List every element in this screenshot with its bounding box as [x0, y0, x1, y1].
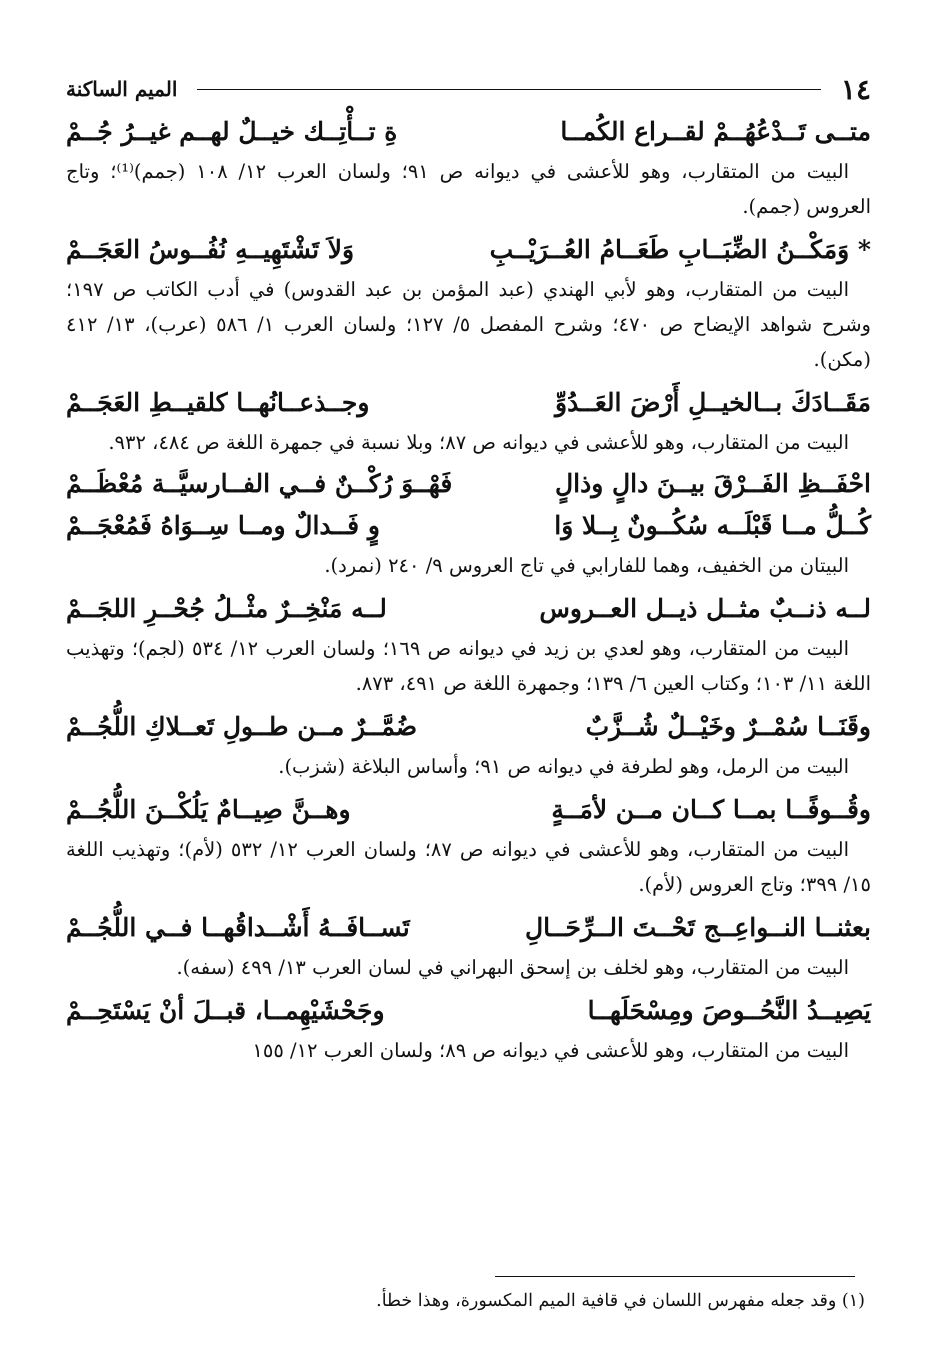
- verse-second-hemistich: فَهْــوَ رُكْــنٌ فــي الفــارسيَّــة مُعْظَــمْ: [66, 469, 453, 498]
- verse-second-hemistich: ضُمَّــرٌ مــن طــولِ تَعــلاكِ اللُّجُــمْ: [66, 712, 418, 741]
- verse-line: [66, 383, 871, 423]
- entry: [66, 112, 871, 224]
- header-rule: [197, 89, 821, 90]
- verse-line: [66, 707, 871, 747]
- verse-line: [66, 790, 871, 830]
- footnote: (١) وقد جعله مفهرس اللسان في قافية الميم المكسورة، وهذا خطأ.: [376, 1291, 865, 1311]
- verse-second-hemistich: وٍ فَــدالٌ ومــا سِــوَاهُ فَمُعْجَــمْ: [66, 511, 380, 540]
- entry: [66, 230, 871, 377]
- footnote-rule: [495, 1276, 855, 1277]
- verse-line: [66, 230, 871, 270]
- verse-first-hemistich: بعثنــا النــواعِــج تَحْــتَ الــرِّحَــالِ: [525, 913, 871, 942]
- verse-note: البيتان من الخفيف، وهما للفارابي في تاج العروس ٩/ ٢٤٠ (نمرد).: [324, 554, 849, 577]
- entry: [66, 790, 871, 902]
- entry: [66, 991, 871, 1068]
- verse-second-hemistich: وجَحْشَيْهِمــا، قبــلَ أنْ يَسْتَحِــمْ: [66, 996, 385, 1025]
- entry: [66, 589, 871, 701]
- running-title: الميم الساكنة: [66, 77, 178, 101]
- entry: [66, 908, 871, 985]
- verse-first-hemistich: احْفَــظِ الفَــرْقَ بيــنَ دالٍ وذالٍ: [554, 469, 871, 498]
- verse-second-hemistich: ةِ تــأْتِــك خيــلٌ لهــم غيــرُ جُــمْ: [66, 117, 398, 146]
- page-number: ١٤: [840, 72, 871, 106]
- verse-line: [66, 991, 871, 1031]
- verse-second-hemistich: وَلاَ تَشْتَهِيــهِ نُفُــوسُ العَجَــمْ: [66, 235, 355, 264]
- verse-note: البيت من المتقارب، وهو لعدي بن زيد في ديوانه ص ١٦٩؛ ولسان العرب ١٢/ ٥٣٤ (لجم)؛ وتهذيب اللغة ١١/ ١٠٣؛ وكتاب العين ٦/ ١٣٩؛ وجمهرة اللغة ص ٤٩١، ٨٧٣.: [66, 637, 871, 695]
- entry: [66, 707, 871, 784]
- verse-first-hemistich: كُــلُّ مــا قَبْلَــه سُكُــونٌ بِــلا وَا: [554, 511, 871, 540]
- verse-line: [66, 464, 871, 504]
- verse-first-hemistich: وقَنَــا سُمْــرٌ وخَيْــلٌ شُــزَّبٌ: [585, 712, 871, 741]
- verse-line: [66, 589, 871, 629]
- verse-line: [66, 112, 871, 152]
- verse-first-hemistich: وقُــوفًــا بمــا كــان مــن لأمَــةٍ: [551, 795, 871, 824]
- verse-second-hemistich: تَســافَــهُ أَشْــداقُهــا فــي اللُّجُــمْ: [66, 913, 410, 942]
- verse-note: البيت من المتقارب، وهو لأبي الهندي (عبد المؤمن بن عبد القدوس) في أدب الكاتب ص ١٩٧؛ وشرح شواهد الإيضاح ص ٤٧٠؛ وشرح المفصل ٥/ ١٢٧؛ ولسان العرب ١/ ٥٨٦ (عرب)، ١٣/ ٤١٢ (مكن).: [66, 278, 871, 371]
- verse-note: البيت من المتقارب، وهو لخلف بن إسحق البهراني في لسان العرب ١٣/ ٤٩٩ (سفه).: [176, 956, 849, 979]
- verse-first-hemistich: يَصِيــدُ النَّحُــوصَ ومِسْحَلَهــا: [587, 996, 871, 1025]
- verse-note: البيت من المتقارب، وهو للأعشى في ديوانه ص ٨٧؛ وبلا نسبة في جمهرة اللغة ص ٤٨٤، ٩٣٢.: [108, 431, 849, 454]
- verse-note: البيت من المتقارب، وهو للأعشى في ديوانه ص ٩١؛ ولسان العرب ١٢/ ١٠٨ (جمم)⁽¹⁾؛ وتاج العروس (جمم).: [66, 160, 871, 218]
- verse-second-hemistich: وهــنَّ صِيــامٌ يَلُكْــنَ اللُّجُــمْ: [66, 795, 351, 824]
- entry: [66, 383, 871, 460]
- verse-first-hemistich: لــه ذنــبٌ مثــل ذيــل العــروس: [539, 594, 871, 623]
- entry: [66, 464, 871, 583]
- verse-first-hemistich: * وَمَكْــنُ الضِّبَــابِ طَعَــامُ العُــرَيْــبِ: [489, 235, 871, 264]
- verse-second-hemistich: وجــذعــانُهــا كلقيــطِ العَجَــمْ: [66, 388, 370, 417]
- verse-note: البيت من المتقارب، وهو للأعشى في ديوانه ص ٨٩؛ ولسان العرب ١٢/ ١٥٥: [252, 1039, 849, 1062]
- verse-note: البيت من المتقارب، وهو للأعشى في ديوانه ص ٨٧؛ ولسان العرب ١٢/ ٥٣٢ (لأم)؛ وتهذيب اللغة ١٥/ ٣٩٩؛ وتاج العروس (لأم).: [66, 838, 871, 896]
- verse-line: [66, 908, 871, 948]
- verse-first-hemistich: متــى تَــدْعُهُــمْ لقــراع الكُمــا: [560, 117, 871, 146]
- verse-note: البيت من الرمل، وهو لطرفة في ديوانه ص ٩١؛ وأساس البلاغة (شزب).: [278, 755, 849, 778]
- verse-first-hemistich: مَقَــادَكَ بــالخيــلِ أَرْضَ العَــدُوِّ: [555, 388, 871, 417]
- verse-line: [66, 506, 871, 546]
- page-header: [66, 72, 871, 106]
- verse-second-hemistich: لــه مَنْخِــرٌ مثْــلُ جُحْــرِ اللجَــمْ: [66, 594, 387, 623]
